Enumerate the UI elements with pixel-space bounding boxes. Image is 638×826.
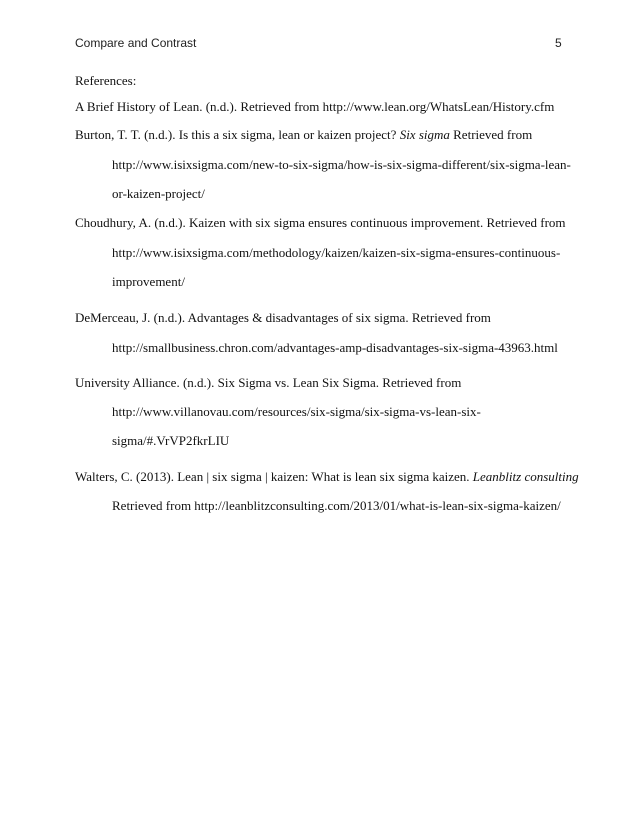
reference-4-line-2: http://smallbusiness.chron.com/advantages-amp-disadvantages-six-sigma-43963.html bbox=[112, 340, 558, 355]
reference-1-line-1: A Brief History of Lean. (n.d.). Retrieved from http://www.lean.org/WhatsLean/History.cfm bbox=[75, 99, 555, 114]
reference-6-source: Leanblitz consulting bbox=[472, 469, 579, 484]
reference-2-line-1 bbox=[75, 127, 532, 143]
reference-3-line-2: http://www.isixsigma.com/methodology/kaizen/kaizen-six-sigma-ensures-continuous- bbox=[112, 245, 561, 260]
reference-6-line-2: Retrieved from http://leanblitzconsulting.com/2013/01/what-is-lean-six-sigma-kaizen/ bbox=[112, 498, 561, 513]
reference-2-line-3: or-kaizen-project/ bbox=[112, 186, 205, 201]
references-heading: References: bbox=[75, 73, 137, 88]
reference-5-line-1: University Alliance. (n.d.). Six Sigma vs. Lean Six Sigma. Retrieved from bbox=[75, 375, 462, 390]
reference-4-line-1: DeMerceau, J. (n.d.). Advantages & disadvantages of six sigma. Retrieved from bbox=[75, 310, 491, 325]
reference-2-author-title: Burton, T. T. (n.d.). Is this a six sigma, lean or kaizen project? bbox=[75, 127, 400, 142]
running-head: Compare and Contrast bbox=[75, 36, 197, 50]
reference-2-line-2: http://www.isixsigma.com/new-to-six-sigma/how-is-six-sigma-different/six-sigma-lean- bbox=[112, 157, 571, 172]
reference-2-retrieved: Retrieved from bbox=[449, 127, 533, 142]
reference-5-line-2: http://www.villanovau.com/resources/six-sigma/six-sigma-vs-lean-six- bbox=[112, 404, 481, 419]
reference-6-author-title: Walters, C. (2013). Lean | six sigma | kaizen: What is lean six sigma kaizen. bbox=[75, 469, 473, 484]
reference-5-line-3: sigma/#.VrVP2fkrLIU bbox=[112, 433, 230, 448]
page-number: 5 bbox=[555, 36, 562, 50]
reference-2-source: Six sigma bbox=[399, 127, 450, 142]
reference-3-line-3: improvement/ bbox=[112, 274, 185, 289]
reference-3-line-1: Choudhury, A. (n.d.). Kaizen with six sigma ensures continuous improvement. Retrieved from bbox=[75, 215, 566, 230]
reference-6-line-1 bbox=[75, 469, 579, 485]
